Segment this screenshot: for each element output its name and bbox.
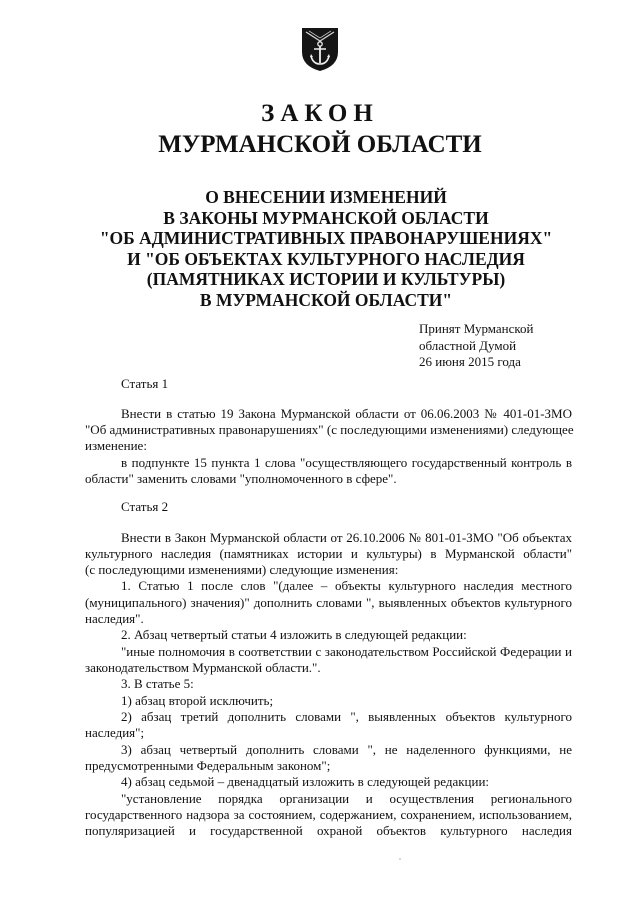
article-1-line: Внести в статью 19 Закона Мурманской области от 06.06.2003 № 401-01-ЗМО <box>121 406 572 421</box>
article-1-line: изменение: <box>85 438 147 453</box>
article-2-line: 1) абзац второй исключить; <box>121 693 274 708</box>
subtitle-line: И "ОБ ОБЪЕКТАХ КУЛЬТУРНОГО НАСЛЕДИЯ <box>127 248 525 269</box>
article-2-line: предусмотренными Федеральным законом"; <box>85 758 331 773</box>
article-2-line: 1. Статью 1 после слов "(далее – объекты культурного наследия местного <box>121 578 572 593</box>
scan-artifact <box>399 858 401 860</box>
article-1-line: в подпункте 15 пункта 1 слова "осуществляющего государственный контроль в <box>121 455 572 470</box>
subtitle-line: В ЗАКОНЫ МУРМАНСКОЙ ОБЛАСТИ <box>163 207 489 228</box>
article-2-line: культурного наследия (памятниках истории и культуры) в Мурманской области" <box>85 546 572 561</box>
article-2-line: наследия". <box>85 611 144 626</box>
article-2-line: наследия"; <box>85 725 145 740</box>
article-2-line: 4) абзац седьмой – двенадцатый изложить в следующей редакции: <box>121 774 490 789</box>
subtitle-line: О ВНЕСЕНИИ ИЗМЕНЕНИЙ <box>205 187 447 207</box>
article-2-line: государственного надзора за состоянием, содержанием, сохранением, использованием, <box>85 807 572 822</box>
article-2-heading: Статья 2 <box>121 499 169 514</box>
article-2-line: законодательством Мурманской области.". <box>85 660 321 675</box>
subtitle-line: (ПАМЯТНИКАХ ИСТОРИИ И КУЛЬТУРЫ) <box>146 269 506 290</box>
article-2-line: популяризацией и государственной охраной объектов культурного наследия <box>85 823 572 838</box>
subtitle-line: "ОБ АДМИНИСТРАТИВНЫХ ПРАВОНАРУШЕНИЯХ" <box>99 228 553 249</box>
article-2-line: "установление порядка организации и осуществления регионального <box>121 791 572 806</box>
article-2-line: (муниципального) значения)" дополнить словами ", выявленных объектов культурного <box>85 595 572 610</box>
region-title: МУРМАНСКОЙ ОБЛАСТИ <box>158 131 482 158</box>
article-2-line: "иные полномочия в соответствии с законодательством Российской Федерации и <box>121 644 572 659</box>
adoption-date: 26 июня 2015 года <box>419 354 521 369</box>
adoption-line: Принят Мурманской <box>419 321 534 336</box>
adoption-line: областной Думой <box>419 337 517 353</box>
article-1-line: области" заменить словами "уполномоченного в сфере". <box>85 471 397 486</box>
article-2-line: Внести в Закон Мурманской области от 26.10.2006 № 801-01-ЗМО "Об объектах <box>121 530 572 545</box>
article-1-line: "Об административных правонарушениях" (с последующими изменениями) следующее <box>85 422 574 437</box>
article-2-line: 2. Абзац четвертый статьи 4 изложить в следующей редакции: <box>121 627 467 642</box>
subtitle-line: В МУРМАНСКОЙ ОБЛАСТИ" <box>199 289 453 310</box>
law-title: ЗАКОН <box>261 100 379 127</box>
article-2-line: (с последующими изменениями) следующие изменения: <box>85 562 399 577</box>
article-2-line: 2) абзац третий дополнить словами ", выявленных объектов культурного <box>121 709 572 724</box>
article-2-line: 3) абзац четвертый дополнить словами ", не наделенного функциями, не <box>121 742 572 757</box>
article-1-heading: Статья 1 <box>121 376 169 391</box>
article-2-line: 3. В статье 5: <box>121 676 194 691</box>
